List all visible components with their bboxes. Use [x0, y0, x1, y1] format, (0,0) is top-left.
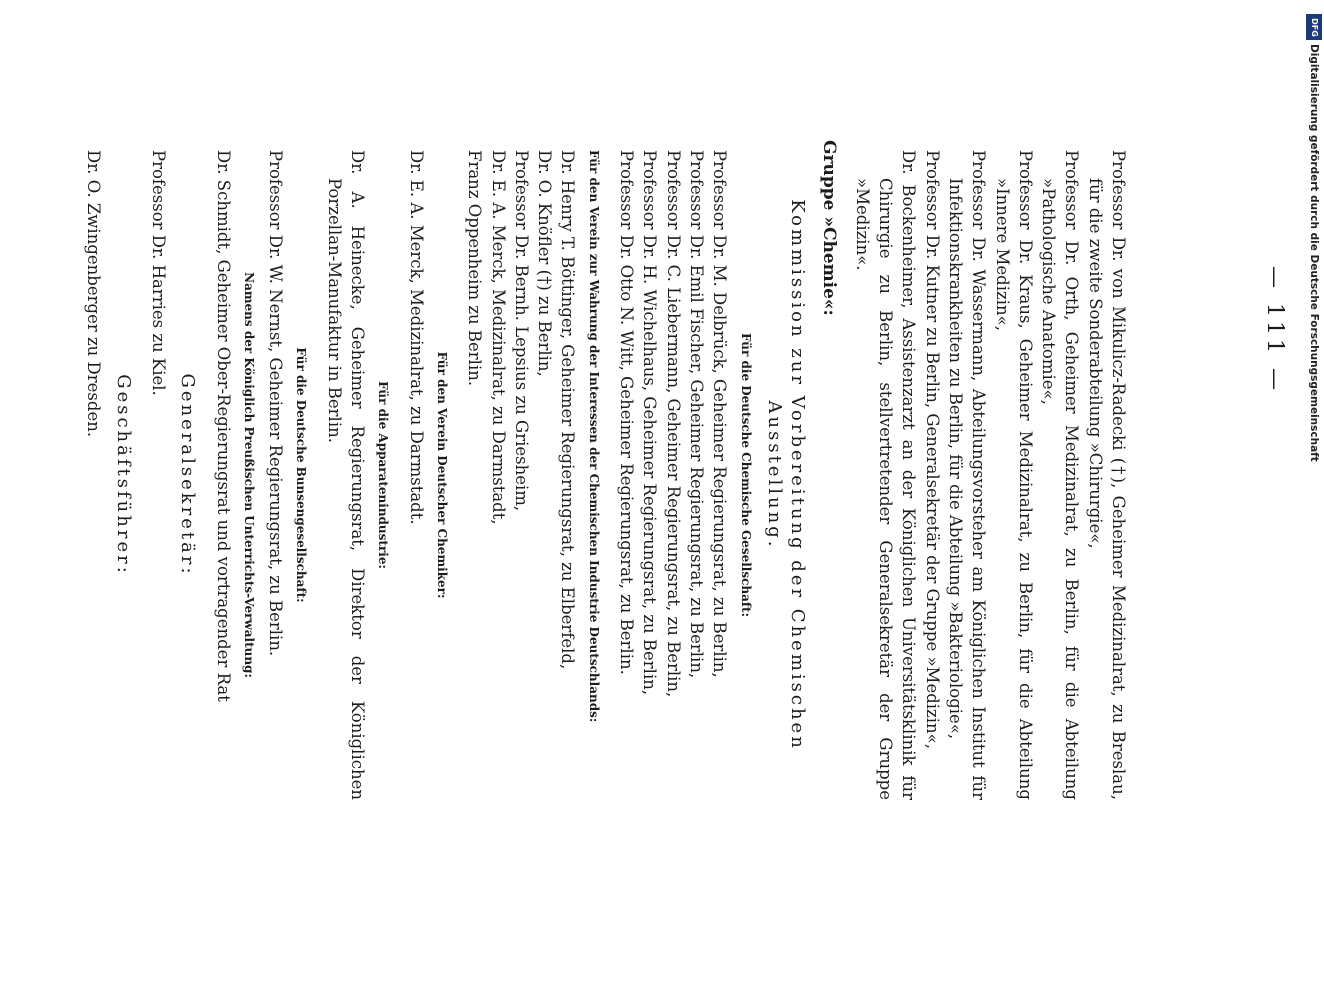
list-item: Dr. O. Knöfler (†) zu Berlin,: [535, 150, 555, 377]
commission-title: Kommission zur Vorbereitung der Chemischen Ausstellung.: [763, 199, 809, 751]
group-title-chemie: Gruppe »Chemie«:: [819, 140, 840, 316]
section-heading-generalsekretaer: Generalsekretär:: [177, 373, 199, 577]
list-item: Professor Dr. C. Liebermann, Geheimer Regierungsrat, zu Berlin,: [663, 150, 683, 698]
section-heading-deutscher-chemiker: Für den Verein Deutscher Chemiker:: [434, 351, 449, 599]
section-heading-bunsengesellschaft: Für die Deutsche Bunsengesellschaft:: [294, 347, 309, 603]
watermark-text: Digitalisierung gefördert durch die Deutsche Forschungsgemeinschaft: [1308, 44, 1320, 462]
entry-kutner: Professor Dr. Kutner zu Berlin, Generalsekretär der Gruppe »Medizin«,: [922, 150, 942, 749]
list-item: Professor Dr. Bernh. Lepsius zu Griesheim,: [511, 150, 531, 512]
dfg-logo: DFG: [1306, 14, 1322, 40]
list-item: Professor Dr. W. Nernst, Geheimer Regierungsrat, zu Berlin.: [266, 150, 286, 657]
page-body: [82, 140, 1130, 800]
list-item: Professor Dr. Harries zu Kiel.: [149, 150, 169, 396]
list-item: Professor Dr. M. Delbrück, Geheimer Regierungsrat, zu Berlin,: [710, 150, 730, 678]
section-heading-chemische-industrie: Für den Verein zur Wahrung der Interessen der Chemischen Industrie Deutschlands:: [586, 150, 601, 723]
list-item: Professor Dr. H. Wichelhaus, Geheimer Regierungsrat, zu Berlin,: [640, 150, 660, 696]
list-item: Professor Dr. Emil Fischer, Geheimer Regierungsrat, zu Berlin,: [686, 150, 706, 679]
section-heading-chemische-gesellschaft: Für die Deutsche Chemische Gesellschaft:: [738, 332, 753, 618]
section-heading-unterrichtsverwaltung: Namens der Königlich Preußischen Unterrichts-Verwaltung:: [241, 272, 256, 678]
entry-mikulicz: Professor Dr. von Mikulicz-Radecki (†), Geheimer Medizinalrat, zu Breslau, für die zweite Sonderabteilung »Chirurgie«,: [1085, 150, 1128, 800]
section-heading-geschaeftsfuehrer: Geschäftsführer:: [112, 374, 134, 576]
list-item: Dr. Henry T. Böttinger, Geheimer Regierungsrat, zu Elberfeld,: [558, 150, 578, 670]
dfg-watermark: [1300, 8, 1324, 462]
list-item: Dr. E. A. Merck, Medizinalrat, zu Darmstadt.: [406, 150, 426, 525]
entry-orth: Professor Dr. Orth, Geheimer Medizinalrat, zu Berlin, für die Abteilung »Pathologische Anatomie«,: [1039, 150, 1082, 800]
list-item: Franz Oppenheim zu Berlin.: [465, 150, 485, 387]
page-number: — 111 —: [1262, 266, 1287, 394]
list-item: Professor Dr. Otto N. Witt, Geheimer Regierungsrat, zu Berlin.: [617, 150, 637, 675]
list-item: Dr. Schmidt, Geheimer Ober-Regierungsrat und vortragender Rat: [213, 150, 233, 702]
entry-bockenheimer: Dr. Bockenheimer, Assistenzarzt an der Königlichen Universitätsklinik für Chirurgie zu Berlin, stellvertretender Generalsekretär der Gruppe »Medizin«.: [852, 150, 919, 800]
entry-kraus: Professor Dr. Kraus, Geheimer Medizinalrat, zu Berlin, für die Abteilung »Innere Medizin«,: [992, 150, 1035, 800]
list-item: Dr. A. Heinecke, Geheimer Regierungsrat, Direktor der Königlichen Porzellan-Manufaktur in Berlin.: [324, 150, 368, 800]
entry-wassermann: Professor Dr. Wassermann, Abteilungsvorsteher am Königlichen Institut für Infektionskrankheiten zu Berlin, für die Abteilung »Bakteriologie«,: [945, 150, 989, 800]
list-item: Dr. O. Zwingenberger zu Dresden.: [84, 150, 104, 438]
list-item: Dr. E. A. Merck, Medizinalrat, zu Darmstadt,: [488, 150, 508, 525]
section-heading-apparatenindustrie: Für die Apparatenindustrie:: [376, 381, 391, 569]
